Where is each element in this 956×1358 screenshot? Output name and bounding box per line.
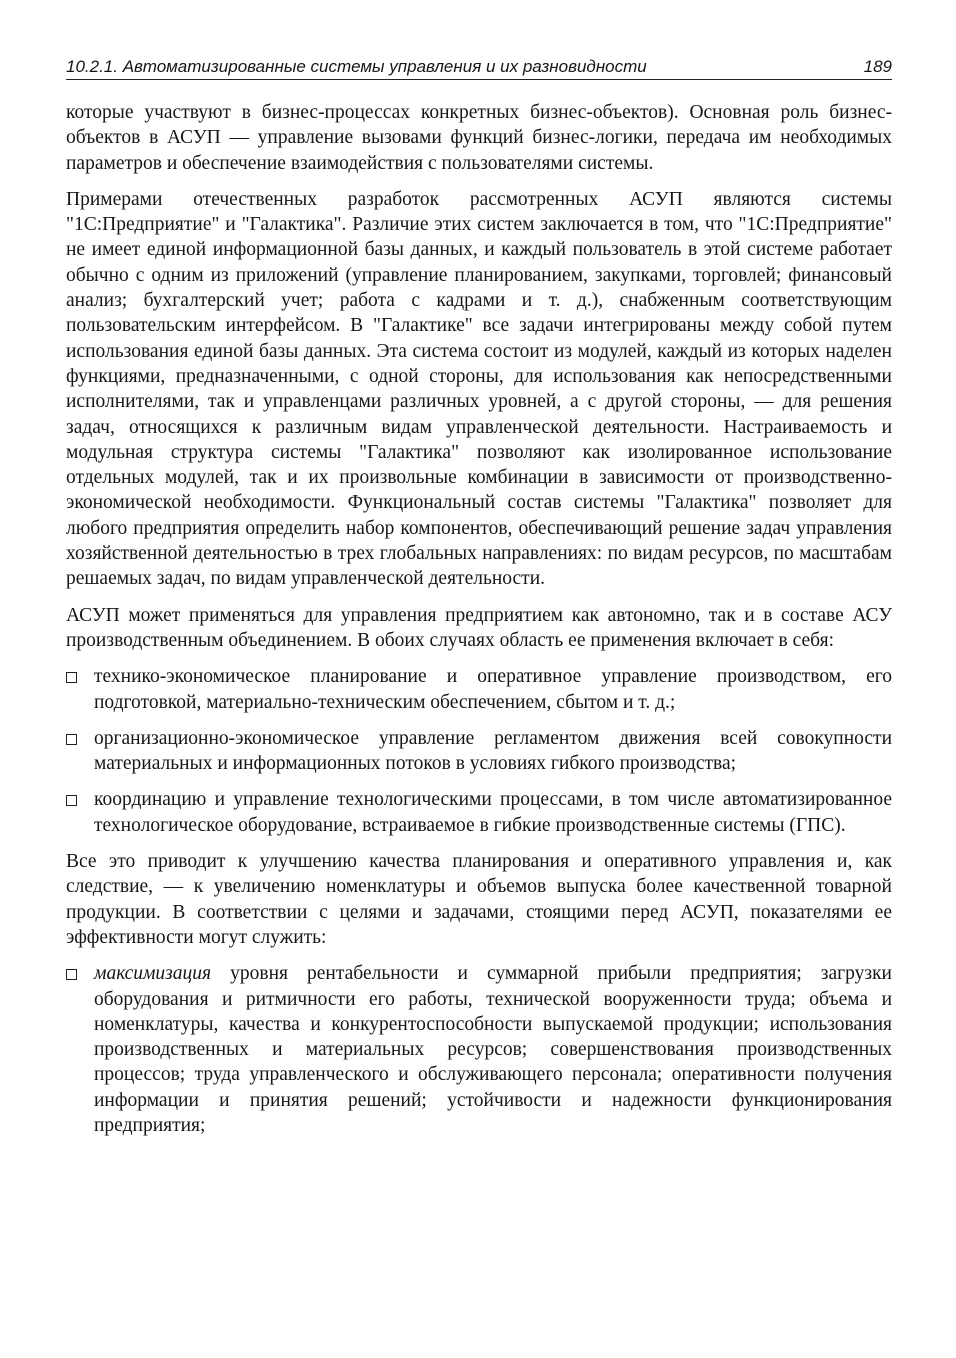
paragraph: Примерами отечественных разработок рассмотренных АСУП являются системы "1С:Предприятие" и "Галактика". Различие этих систем заключается в том, что "1С:Предприятие" не имеет единой информационной базы данных, и каждый пользователь в этой системе работает обычно с одним из приложений (управление планированием, закупками, торговлей; финансовый анализ; бухгалтерский учет; работа с кадрами и т. д.), снабженным соответствующим пользовательским интерфейсом. В "Галактике" все задачи интегрированы между собой путем использования единой базы данных. Эта система состоит из модулей, каждый из которых наделен функциями, предназначенными, с одной стороны, для использования как непосредственными исполнителями, так и управленцами различных уровней, а с другой стороны, — для решения задач, относящихся к различным видам управленческой деятельности. Настраиваемость и модульная структура системы "Галактика" позволяют как изолированное использование отдельных модулей, так и их произвольные комбинации в зависимости от производственно-экономической необходимости. Функциональный состав системы "Галактика" позволяет для любого предприятия определить набор компонентов, обеспечивающий решение задач управления хозяйственной деятельностью в трех глобальных направлениях: по видам ресурсов, по масштабам решаемых задач, по видам управленческой деятельности. — [66, 188, 892, 590]
checkbox-bullet-icon — [66, 795, 77, 806]
list-item-text: координацию и управление технологическими процессами, в том числе автоматизированное технологическое оборудование, встраиваемое в гибкие производственные системы (ГПС). — [94, 789, 892, 836]
paragraph: АСУП может применяться для управления предприятием как автономно, так и в составе АСУ производственным объединением. В обоих случаях область ее применения включает в себя: — [66, 604, 892, 651]
page-number: 189 — [863, 57, 892, 76]
list-item — [66, 961, 892, 1138]
list-item — [66, 664, 892, 715]
checkbox-bullet-icon — [66, 672, 77, 683]
list-item-body: уровня рентабельности и суммарной прибыли предприятия; загрузки оборудования и ритмичности его работы, технической вооруженности труда; объема и номенклатуры, качества и конкурентоспособности выпускаемой продукции; использования производственных и материальных ресурсов; совершенствования производственных процессов; труда управленческого и обслуживающего персонала; оперативности получения информации и принятия решений; устойчивости и надежности функционирования предприятия; — [94, 963, 892, 1136]
list-item — [66, 726, 892, 777]
checkbox-bullet-icon — [66, 734, 77, 745]
list-item-text — [94, 961, 892, 1138]
paragraph: которые участвуют в бизнес-процессах конкретных бизнес-объектов). Основная роль бизнес-объектов в АСУП — управление вызовами функций бизнес-логики, передача им необходимых параметров и обеспечение взаимодействия с пользователями системы. — [66, 102, 892, 174]
book-page — [66, 56, 892, 1149]
body-text — [66, 100, 892, 1138]
list-item-text: организационно-экономическое управление регламентом движения всей совокупности материальных и информационных потоков в условиях гибкого производства; — [94, 727, 892, 775]
paragraph: Все это приводит к улучшению качества планирования и оперативного управления и, как следствие, — к увеличению номенклатуры и объемов выпуска более качественной товарной продукции. В соответствии с целями и задачами, стоящими перед АСУП, показателями ее эффективности могут служить: — [66, 851, 892, 948]
list-item — [66, 787, 892, 838]
section-title: 10.2.1. Автоматизированные системы управления и их разновидности — [66, 57, 647, 76]
italic-term: максимизация — [94, 963, 212, 985]
list-item-text: технико-экономическое планирование и оперативное управление производством, его подготовкой, материально-техническим обеспечением, сбытом и т. д.; — [94, 666, 892, 713]
running-header — [66, 56, 892, 80]
checkbox-bullet-icon — [66, 969, 77, 980]
